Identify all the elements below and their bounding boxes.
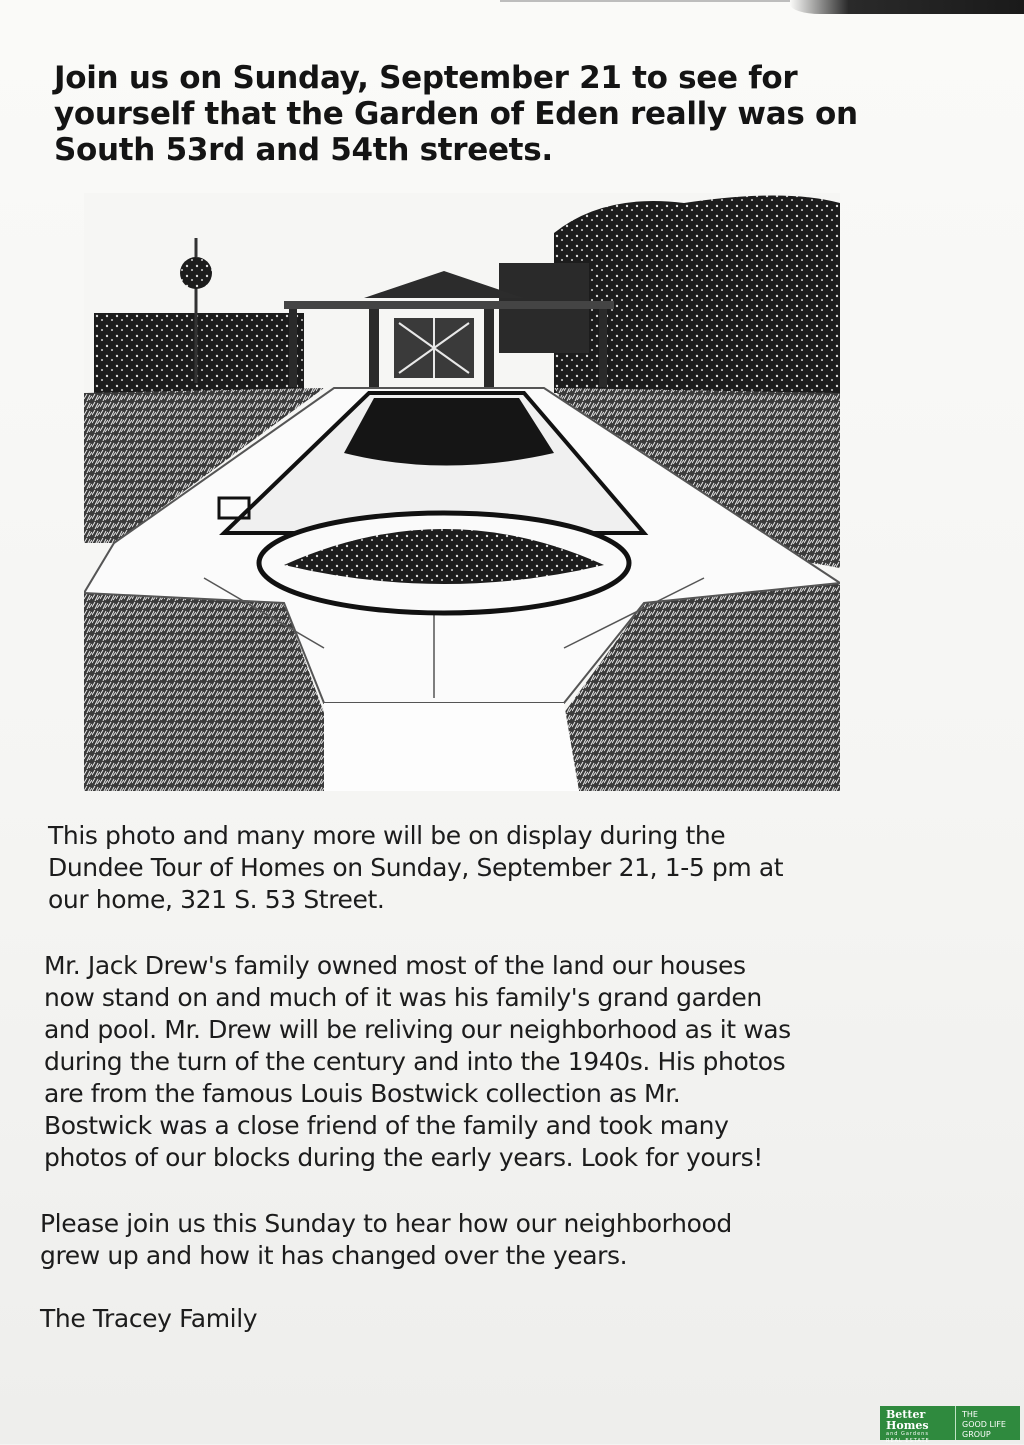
text-line: grew up and how it has changed over the years. [40,1241,628,1270]
text-line: and pool. Mr. Drew will be reliving our neighborhood as it was [44,1015,791,1044]
text-line: Please join us this Sunday to hear how our neighborhood [40,1209,732,1238]
headline-line-1: Join us on Sunday, September 21 to see for [54,60,798,96]
garden-pool-photo [84,193,840,791]
paragraph-history [44,950,924,1174]
pool-reflection [344,398,554,466]
paragraph-display-info [48,820,928,916]
text-line: now stand on and much of it was his family's grand garden [44,983,762,1012]
paper-edge-line [500,0,790,2]
signature: The Tracey Family [40,1304,258,1333]
tree-canopy-right [554,196,840,394]
logo-group-line-2: GOOD LIFE [962,1420,1006,1429]
logo-group [956,1406,1020,1440]
text-line: our home, 321 S. 53 Street. [48,885,385,914]
headline [54,60,934,168]
front-walkway [324,703,579,791]
text-line: are from the famous Louis Bostwick collection as Mr. [44,1079,681,1108]
paragraph-invitation [40,1208,920,1272]
brokerage-logo [880,1406,1020,1444]
logo-brand-line-2: Homes [886,1419,929,1432]
lawn-front-left [84,593,324,791]
logo-group-line-1: THE [962,1410,978,1419]
logo-group-line-3: GROUP [962,1430,991,1439]
text-line: Bostwick was a close friend of the family and took many [44,1111,729,1140]
headline-line-3: South 53rd and 54th streets. [54,132,553,168]
text-line: photos of our blocks during the early years. Look for yours! [44,1143,763,1172]
text-line: Mr. Jack Drew's family owned most of the land our houses [44,951,746,980]
hedge-left [94,313,304,393]
text-line: Dundee Tour of Homes on Sunday, September 21, 1-5 pm at [48,853,784,882]
text-line: during the turn of the century and into the 1940s. His photos [44,1047,786,1076]
text-line: This photo and many more will be on display during the [48,821,726,850]
logo-brand [880,1406,956,1444]
headline-line-2: yourself that the Garden of Eden really was on [54,96,858,132]
tape-strip [790,0,1024,14]
logo-brand-line-1: Better [886,1408,926,1421]
logo-brand-sub: and Gardens [886,1431,929,1437]
logo-brand-tag: REAL ESTATE [886,1438,930,1444]
